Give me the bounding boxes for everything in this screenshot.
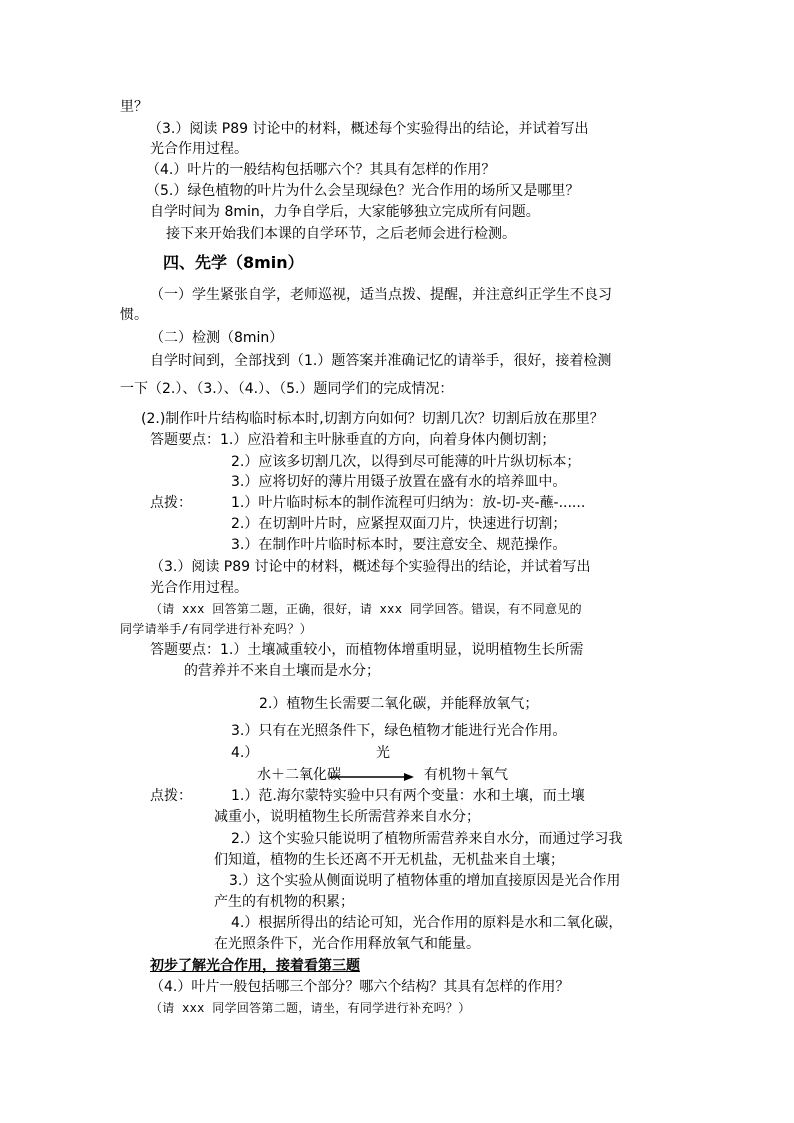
text-line: 里？ (120, 99, 148, 115)
tip-point: 1.）叶片临时标本的制作流程可归纳为：放-切-夹-蘸-...... (231, 495, 586, 511)
text-line: （5.）绿色植物的叶片为什么会呈现绿色？光合作用的场所又是哪里？ (146, 183, 580, 199)
answer-point: 4.） (231, 745, 259, 761)
text-line: 自学时间到，全部找到（1.）题答案并准确记忆的请举手，很好，接着检测 (150, 353, 612, 369)
tip-point: 减重小，说明植物生长所需营养来自水分； (214, 809, 480, 825)
text-line: 接下来开始我们本课的自学环节，之后老师会进行检测。 (166, 226, 516, 242)
equation-reactants: 水＋二氧化碳 (257, 767, 341, 783)
teacher-note: （请 xxx 回答第二题，正确，很好，请 xxx 同学回答。错误，有不同意见的 (150, 602, 582, 616)
answer-point: 答题要点：1.）土壤减重较小，而植物体增重明显，说明植物生长所需 (150, 642, 584, 658)
tip-point: 3.）这个实验从侧面说明了植物体重的增加直接原因是光合作用 (229, 873, 621, 889)
text-line: 惯。 (120, 307, 148, 323)
section-heading: 四、先学（8min） (163, 253, 304, 272)
answer-point: 2.）应该多切割几次，以得到尽可能薄的叶片纵切标本； (231, 454, 581, 470)
teacher-note: 同学请举手/有同学进行补充吗？） (120, 622, 313, 636)
question-text: （3.）阅读 P89 讨论中的材料，概述每个实验得出的结论，并试着写出 (150, 559, 591, 575)
text-line: （4.）叶片的一般结构包括哪六个？其具有怎样的作用？ (146, 162, 496, 178)
equation-condition: 光 (376, 745, 390, 761)
tip-label: 点拨： (150, 495, 192, 511)
answer-point: 2.）植物生长需要二氧化碳，并能释放氧气； (259, 696, 539, 712)
answer-point: 3.）应将切好的薄片用镊子放置在盛有水的培养皿中。 (231, 474, 567, 490)
tip-point: 产生的有机物的积累； (214, 894, 354, 910)
tip-point: 2.）在切割叶片时，应紧捏双面刀片，快速进行切割； (231, 516, 567, 532)
teacher-note: （请 xxx 同学回答第二题，请坐，有同学进行补充吗？） (150, 1001, 471, 1015)
reaction-arrow-icon (330, 772, 414, 782)
tip-label: 点拨： (150, 788, 192, 804)
text-line: 自学时间为 8min，力争自学后，大家能够独立完成所有问题。 (150, 204, 540, 220)
text-line: （一）学生紧张自学，老师巡视，适当点拨、提醒，并注意纠正学生不良习 (150, 287, 612, 303)
answer-point: 的营养并不来自土壤而是水分； (184, 663, 380, 679)
text-line: 光合作用过程。 (150, 580, 248, 596)
question-text: (2.)制作叶片结构临时标本时,切割方向如何？切割几次？切割后放在那里？ (141, 411, 604, 427)
tip-point: 们知道，植物的生长还离不开无机盐，无机盐来自土壤； (214, 852, 564, 868)
text-line: 一下（2.）、（3.）、（4.）、（5.）题同学们的完成情况： (120, 381, 454, 397)
answer-point: 3.）只有在光照条件下，绿色植物才能进行光合作用。 (231, 723, 567, 739)
tip-point: 1.）范.海尔蒙特实验中只有两个变量：水和土壤，而土壤 (231, 788, 585, 804)
text-line: （二）检测（8min） (150, 330, 284, 346)
subheading-underlined: 初步了解光合作用，接着看第三题 (150, 958, 360, 974)
text-line: （3.）阅读 P89 讨论中的材料，概述每个实验得出的结论，并试着写出 (148, 121, 589, 137)
answer-point: 答题要点：1.）应沿着和主叶脉垂直的方向，向着身体内侧切割； (150, 432, 556, 448)
equation-products: 有机物＋氧气 (424, 767, 508, 783)
text-line: 光合作用过程。 (150, 141, 248, 157)
tip-point: 3.）在制作叶片临时标本时，要注意安全、规范操作。 (231, 537, 567, 553)
question-text: （4.）叶片一般包括哪三个部分？哪六个结构？其具有怎样的作用？ (150, 979, 570, 995)
tip-point: 2.）这个实验只能说明了植物所需营养来自水分，而通过学习我 (231, 831, 623, 847)
tip-point: 在光照条件下，光合作用释放氧气和能量。 (214, 936, 480, 952)
tip-point: 4.）根据所得出的结论可知，光合作用的原料是水和二氧化碳， (231, 915, 623, 931)
